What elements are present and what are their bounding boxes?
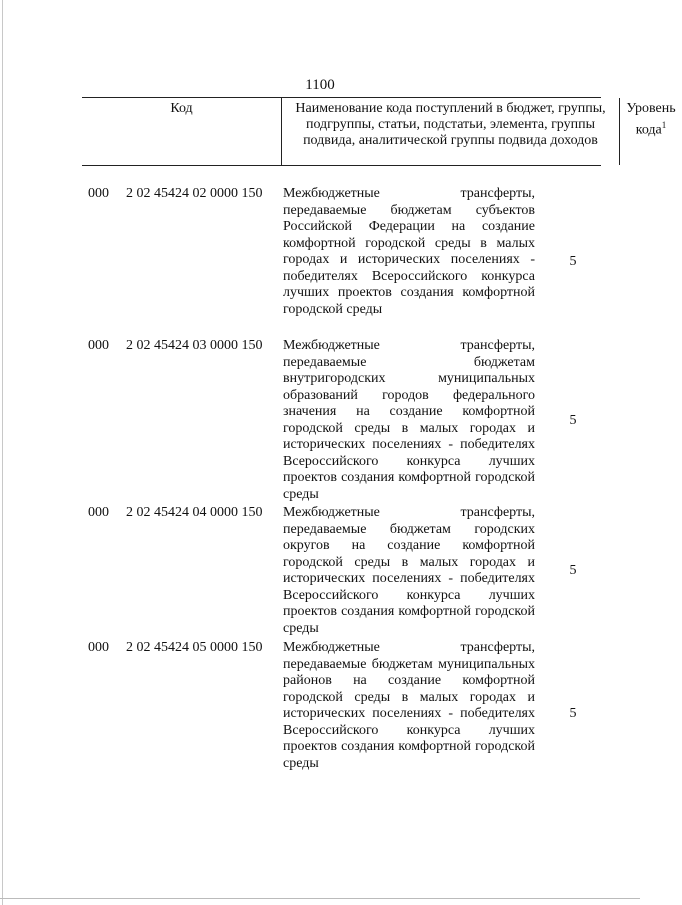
row-level: 5 <box>569 413 577 428</box>
row-admin-code: 000 <box>88 186 109 201</box>
header-level-footnote: 1 <box>661 120 667 130</box>
row-name: Межбюджетные трансферты, передаваемые бюджетам субъектов Российской Федерации на создание комфортной городской среды в малых городах и исторических поселениях - победителях Всероссийского конкурса лучших проектов создания комфортной городской среды <box>283 186 535 317</box>
row-name: Межбюджетные трансферты, передаваемые бюджетам внутригородских муниципальных образований городов федерального значения на создание комфортной городской среды в малых городах и исторических поселениях - победителях Всероссийского конкурса лучших проектов создания комфортной городской среды <box>283 338 535 502</box>
header-code-label: Код <box>170 101 193 116</box>
header-name-label: Наименование кода поступлений в бюджет, группы, подгруппы, статьи, подстатьи, элемента, группы подвида, аналитической группы подвида доходов <box>295 101 606 148</box>
row-level: 5 <box>569 254 577 269</box>
row-admin-code: 000 <box>88 338 109 353</box>
row-level: 5 <box>569 563 577 578</box>
row-income-code: 2 02 45424 03 0000 150 <box>126 338 263 353</box>
header-level-label: Уровень кода <box>626 101 676 138</box>
row-admin-code: 000 <box>88 640 109 655</box>
row-admin-code: 000 <box>88 505 109 520</box>
row-income-code: 2 02 45424 04 0000 150 <box>126 505 263 520</box>
page-number: 1100 <box>305 77 335 93</box>
scan-edge-left <box>2 0 3 905</box>
row-name: Межбюджетные трансферты, передаваемые бюджетам муниципальных районов на создание комфортной городской среды в малых городах и исторических поселениях - победителях Всероссийского конкурса лучших проектов создания комфортной городской среды <box>283 640 535 771</box>
header-level <box>620 98 682 165</box>
row-level: 5 <box>569 706 577 721</box>
row-income-code: 2 02 45424 02 0000 150 <box>126 186 263 201</box>
table-header <box>82 97 676 166</box>
row-income-code: 2 02 45424 05 0000 150 <box>126 640 263 655</box>
header-code <box>82 98 282 165</box>
row-name: Межбюджетные трансферты, передаваемые бюджетам городских округов на создание комфортной городской среды в малых городах и исторических поселениях - победителях Всероссийского конкурса лучших проектов создания комфортной городской среды <box>283 505 535 636</box>
scan-edge-bottom <box>0 898 640 899</box>
header-name <box>282 98 620 165</box>
